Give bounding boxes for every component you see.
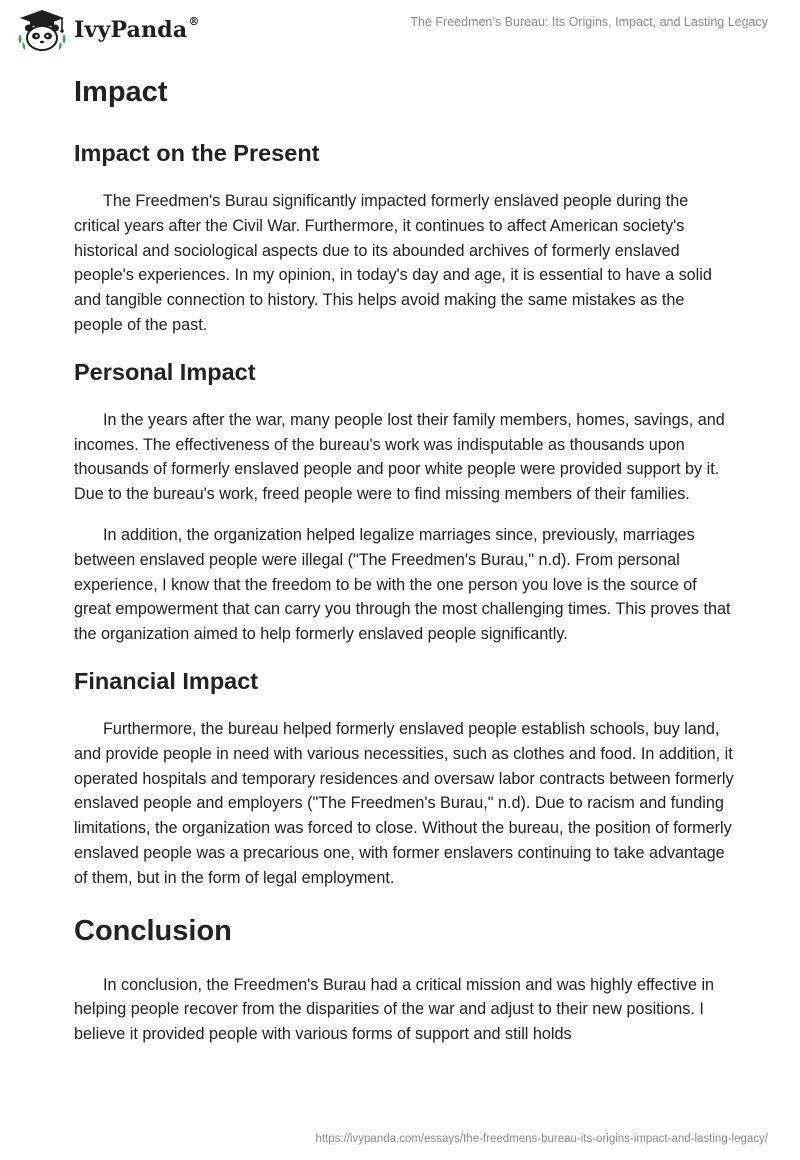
paragraph-personal-impact-2: In addition, the organization helped legalize marriages since, previously, marriages between enslaved people were illegal ("The Freedmen's Burau," n.d). From personal experience, I know that the freedom to be with the one person you love is the source of great empowerment that can carry you through the most challenging times. This proves that the organization aimed to help formerly enslaved people significantly. [74, 525, 731, 644]
heading-personal-impact: Personal Impact [74, 358, 256, 385]
source-url[interactable]: https://ivypanda.com/essays/the-freedmens-bureau-its-origins-impact-and-lasting-legacy/ [315, 1133, 768, 1145]
heading-financial-impact: Financial Impact [74, 667, 259, 694]
section-heading-impact: Impact [74, 76, 168, 108]
brand-name: IvyPanda® [74, 15, 200, 43]
document-title: The Freedmen’s Bureau: Its Origins, Impact, and Lasting Legacy [410, 15, 768, 29]
page-header [0, 0, 800, 60]
heading-impact-on-present: Impact on the Present [74, 140, 320, 166]
paragraph-conclusion: In conclusion, the Freedmen's Burau had a critical mission and was highly effective in helping people recover from the disparities of the war and adjust to their new positions. I believe it provided people with various forms of support and still holds [74, 975, 715, 1044]
brand-logo[interactable] [14, 8, 200, 52]
heading-conclusion: Conclusion [74, 914, 232, 947]
paragraph-impact-present: The Freedmen's Burau significantly impacted formerly enslaved people during the critical years after the Civil War. Furthermore, it continues to affect American society's historical and sociological aspects due to its abounded archives of formerly enslaved people's experiences. In my opinion, in today's day and age, it is essential to have a solid and tangible connection to history. This helps avoid making the same mistakes as the people of the past. [74, 192, 712, 334]
essay-content [74, 70, 734, 1047]
paragraph-personal-impact-1: In the years after the war, many people lost their family members, homes, savings, and incomes. The effectiveness of the bureau's work was indisputable as thousands upon thousands of formerly enslaved people and poor white people were provided support by it. Due to the bureau's work, freed people were to find missing members of their families. [74, 410, 725, 504]
paragraph-financial-impact: Furthermore, the bureau helped formerly enslaved people establish schools, buy land, and provide people in need with various necessities, such as clothes and food. In addition, it operated hospitals and temporary residences and oversaw labor contracts between formerly enslaved people and employers ("The Freedmen's Burau," n.d). Due to racism and funding limitations, the organization was forced to close. Without the bureau, the position of formerly enslaved people was a precarious one, with former enslavers continuing to take advantage of them, but in the form of legal employment. [74, 719, 734, 887]
panda-graduate-icon [14, 8, 70, 52]
